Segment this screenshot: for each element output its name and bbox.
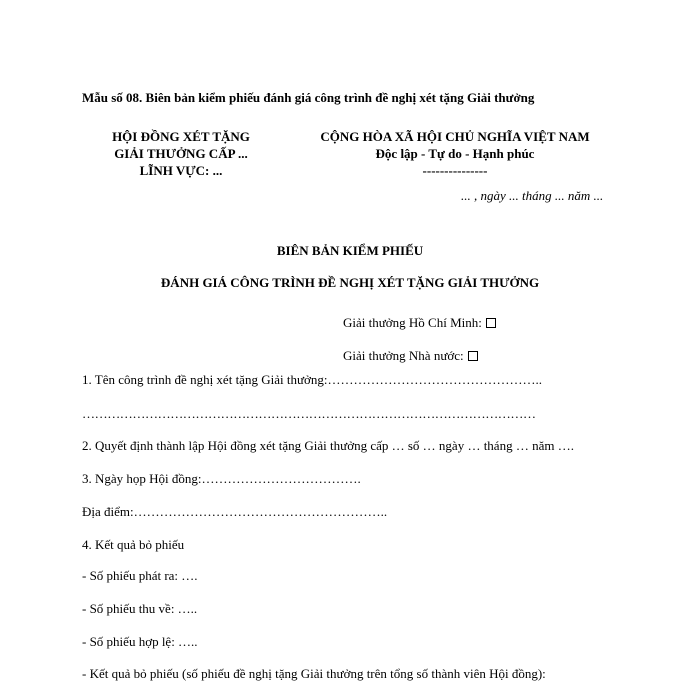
item-2-decision: 2. Quyết định thành lập Hội đồng xét tặng Giải thưởng cấp … số … ngày … tháng … năm …. bbox=[82, 438, 574, 453]
national-header bbox=[290, 128, 620, 179]
council-header-line3: LĨNH VỰC: ... bbox=[139, 163, 223, 178]
form-number-title: Mẫu số 08. Biên bản kiểm phiếu đánh giá công trình đề nghị xét tặng Giải thưởng bbox=[82, 90, 535, 105]
option-hcm-prize bbox=[343, 315, 496, 331]
item-4-voting-result: 4. Kết quả bỏ phiếu bbox=[82, 537, 185, 552]
motto-divider: --------------- bbox=[422, 163, 488, 178]
item-1-continuation: ……………………………………………………………………………………………… bbox=[82, 406, 536, 421]
state-prize-checkbox[interactable] bbox=[468, 351, 478, 361]
ballots-returned: - Số phiếu thu về: ….. bbox=[82, 601, 198, 616]
council-header-line2: GIẢI THƯỞNG CẤP ... bbox=[114, 146, 248, 161]
option-hcm-label: Giải thưởng Hồ Chí Minh: bbox=[343, 315, 482, 330]
council-header bbox=[96, 128, 266, 179]
meeting-location: Địa điểm:………………………………………………….. bbox=[82, 504, 388, 519]
ballots-valid: - Số phiếu hợp lệ: ….. bbox=[82, 634, 198, 649]
hcm-checkbox[interactable] bbox=[486, 318, 496, 328]
item-3-meeting-date: 3. Ngày họp Hội đồng:………………………………. bbox=[82, 471, 361, 486]
item-1-work-name: 1. Tên công trình đề nghị xét tặng Giải thưởng:………………………………………….. bbox=[82, 372, 542, 387]
national-motto: Độc lập - Tự do - Hạnh phúc bbox=[375, 146, 535, 161]
date-line: ... , ngày ... tháng ... năm ... bbox=[461, 188, 604, 203]
ballots-issued: - Số phiếu phát ra: …. bbox=[82, 568, 198, 583]
document-title: BIÊN BẢN KIỂM PHIẾU bbox=[276, 243, 424, 258]
voting-outcome: - Kết quả bỏ phiếu (số phiếu đề nghị tặng Giải thưởng trên tổng số thành viên Hội đồng): bbox=[82, 666, 546, 681]
council-header-line1: HỘI ĐỒNG XÉT TẶNG bbox=[112, 129, 250, 144]
option-state-prize bbox=[343, 348, 478, 364]
document-subtitle: ĐÁNH GIÁ CÔNG TRÌNH ĐỀ NGHỊ XÉT TẶNG GIẢI THƯỞNG bbox=[160, 275, 540, 290]
option-state-label: Giải thưởng Nhà nước: bbox=[343, 348, 464, 363]
national-header-line1: CỘNG HÒA XÃ HỘI CHỦ NGHĨA VIỆT NAM bbox=[320, 129, 590, 144]
